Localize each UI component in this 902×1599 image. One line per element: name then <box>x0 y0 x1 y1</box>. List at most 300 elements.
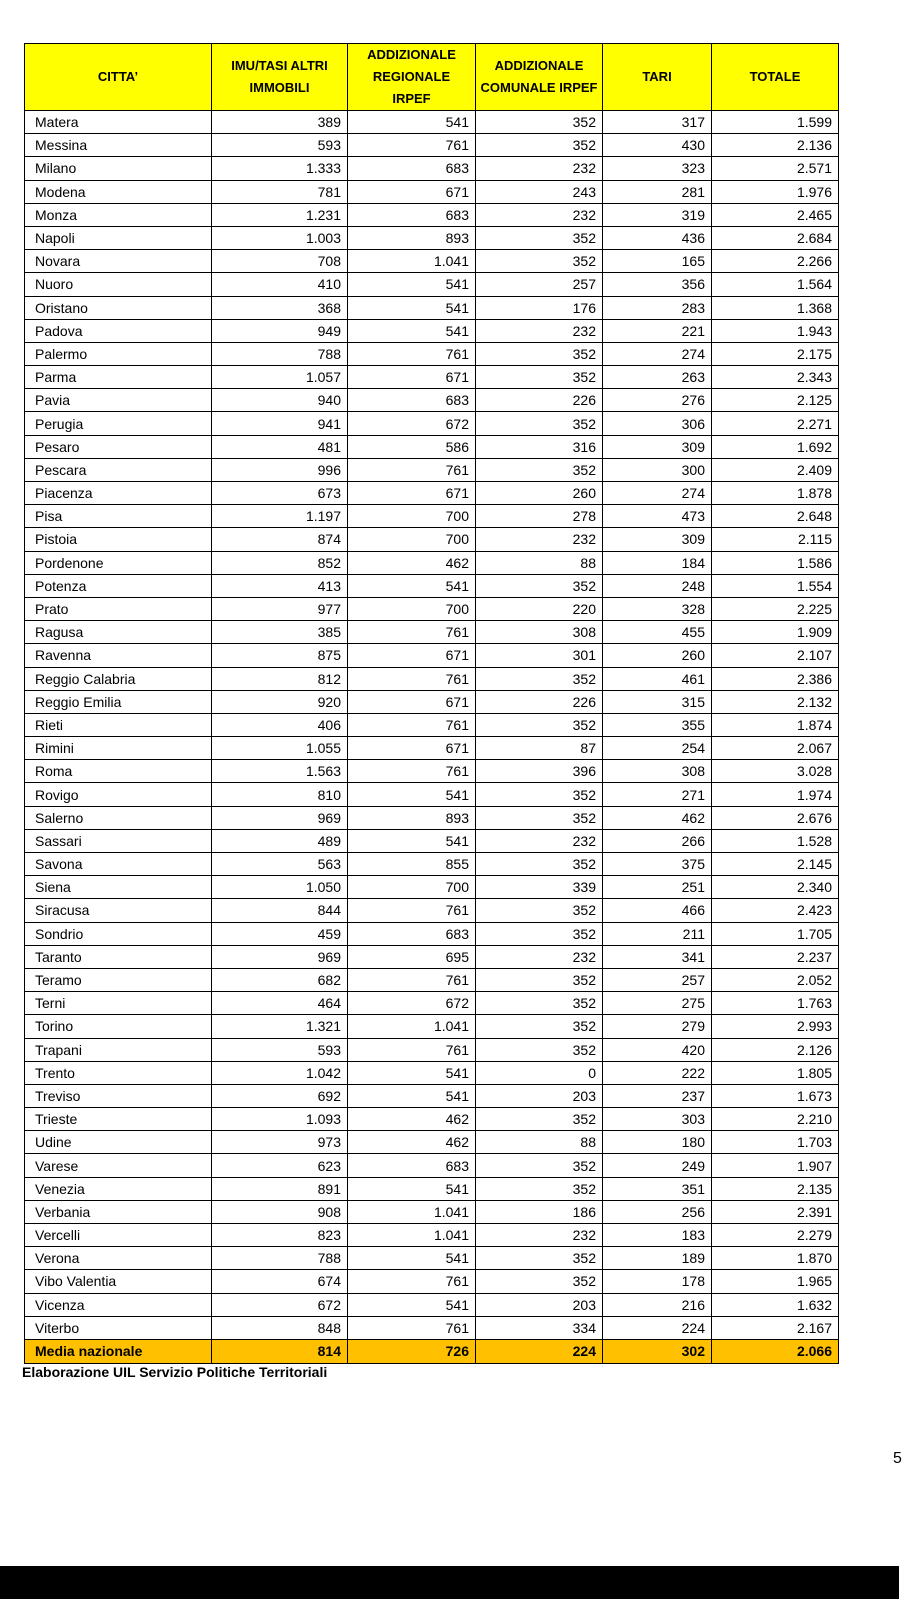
footer-cell: 302 <box>603 1339 712 1363</box>
value-cell: 541 <box>348 273 476 296</box>
city-cell: Teramo <box>25 968 212 991</box>
value-cell: 375 <box>603 853 712 876</box>
value-cell: 1.599 <box>712 111 839 134</box>
value-cell: 683 <box>348 389 476 412</box>
city-cell: Savona <box>25 853 212 876</box>
value-cell: 352 <box>476 1154 603 1177</box>
city-cell: Viterbo <box>25 1316 212 1339</box>
value-cell: 352 <box>476 1177 603 1200</box>
value-cell: 317 <box>603 111 712 134</box>
city-cell: Reggio Emilia <box>25 690 212 713</box>
table-row <box>25 250 839 273</box>
value-cell: 385 <box>212 621 348 644</box>
value-cell: 251 <box>603 876 712 899</box>
value-cell: 671 <box>348 180 476 203</box>
value-cell: 224 <box>603 1316 712 1339</box>
value-cell: 2.423 <box>712 899 839 922</box>
value-cell: 823 <box>212 1224 348 1247</box>
value-cell: 257 <box>603 968 712 991</box>
value-cell: 2.067 <box>712 737 839 760</box>
table-row <box>25 853 839 876</box>
table-row <box>25 296 839 319</box>
value-cell: 352 <box>476 1038 603 1061</box>
value-cell: 88 <box>476 551 603 574</box>
header-addizionale-regionale: ADDIZIONALE REGIONALE IRPEF <box>348 44 476 111</box>
value-cell: 0 <box>476 1061 603 1084</box>
city-cell: Pescara <box>25 458 212 481</box>
value-cell: 186 <box>476 1200 603 1223</box>
table-row <box>25 1270 839 1293</box>
value-cell: 2.135 <box>712 1177 839 1200</box>
page-number-fragment: 5 <box>893 1450 902 1467</box>
table-row <box>25 157 839 180</box>
value-cell: 352 <box>476 667 603 690</box>
value-cell: 352 <box>476 412 603 435</box>
value-cell: 541 <box>348 1061 476 1084</box>
value-cell: 1.586 <box>712 551 839 574</box>
value-cell: 308 <box>476 621 603 644</box>
value-cell: 2.271 <box>712 412 839 435</box>
value-cell: 352 <box>476 922 603 945</box>
value-cell: 406 <box>212 713 348 736</box>
header-addizionale-comunale: ADDIZIONALE COMUNALE IRPEF <box>476 44 603 111</box>
value-cell: 3.028 <box>712 760 839 783</box>
value-cell: 908 <box>212 1200 348 1223</box>
city-cell: Verona <box>25 1247 212 1270</box>
value-cell: 430 <box>603 134 712 157</box>
value-cell: 1.368 <box>712 296 839 319</box>
value-cell: 232 <box>476 528 603 551</box>
city-cell: Venezia <box>25 1177 212 1200</box>
value-cell: 436 <box>603 226 712 249</box>
value-cell: 761 <box>348 342 476 365</box>
value-cell: 1.042 <box>212 1061 348 1084</box>
value-cell: 203 <box>476 1293 603 1316</box>
city-cell: Oristano <box>25 296 212 319</box>
city-cell: Prato <box>25 597 212 620</box>
city-cell: Trento <box>25 1061 212 1084</box>
city-cell: Messina <box>25 134 212 157</box>
value-cell: 1.528 <box>712 829 839 852</box>
table-row <box>25 968 839 991</box>
value-cell: 352 <box>476 713 603 736</box>
value-cell: 260 <box>603 644 712 667</box>
value-cell: 674 <box>212 1270 348 1293</box>
value-cell: 203 <box>476 1084 603 1107</box>
table-row <box>25 899 839 922</box>
table-row <box>25 1200 839 1223</box>
value-cell: 848 <box>212 1316 348 1339</box>
table-row <box>25 783 839 806</box>
value-cell: 352 <box>476 574 603 597</box>
table-row <box>25 111 839 134</box>
header-totale: TOTALE <box>712 44 839 111</box>
city-cell: Matera <box>25 111 212 134</box>
table-row <box>25 435 839 458</box>
value-cell: 996 <box>212 458 348 481</box>
value-cell: 220 <box>476 597 603 620</box>
table-row <box>25 945 839 968</box>
table-row <box>25 226 839 249</box>
value-cell: 1.050 <box>212 876 348 899</box>
city-cell: Udine <box>25 1131 212 1154</box>
city-cell: Reggio Calabria <box>25 667 212 690</box>
value-cell: 593 <box>212 1038 348 1061</box>
value-cell: 413 <box>212 574 348 597</box>
value-cell: 941 <box>212 412 348 435</box>
value-cell: 700 <box>348 876 476 899</box>
table-row <box>25 876 839 899</box>
city-cell: Ravenna <box>25 644 212 667</box>
value-cell: 352 <box>476 342 603 365</box>
value-cell: 671 <box>348 644 476 667</box>
value-cell: 260 <box>476 482 603 505</box>
city-cell: Novara <box>25 250 212 273</box>
table-header-row <box>25 44 839 111</box>
value-cell: 2.266 <box>712 250 839 273</box>
value-cell: 303 <box>603 1108 712 1131</box>
value-cell: 352 <box>476 1108 603 1131</box>
value-cell: 1.197 <box>212 505 348 528</box>
source-note: Elaborazione UIL Servizio Politiche Territoriali <box>22 1364 328 1380</box>
value-cell: 683 <box>348 1154 476 1177</box>
value-cell: 586 <box>348 435 476 458</box>
footer-cell: 726 <box>348 1339 476 1363</box>
city-cell: Torino <box>25 1015 212 1038</box>
value-cell: 462 <box>348 1131 476 1154</box>
table-row <box>25 134 839 157</box>
value-cell: 222 <box>603 1061 712 1084</box>
table-row <box>25 690 839 713</box>
table-row <box>25 273 839 296</box>
value-cell: 1.041 <box>348 1224 476 1247</box>
value-cell: 672 <box>348 412 476 435</box>
value-cell: 389 <box>212 111 348 134</box>
value-cell: 1.805 <box>712 1061 839 1084</box>
table-row <box>25 1084 839 1107</box>
value-cell: 2.115 <box>712 528 839 551</box>
value-cell: 683 <box>348 922 476 945</box>
table-row <box>25 1293 839 1316</box>
value-cell: 1.870 <box>712 1247 839 1270</box>
value-cell: 216 <box>603 1293 712 1316</box>
table-row <box>25 203 839 226</box>
bottom-black-bar <box>0 1566 899 1599</box>
table-row <box>25 667 839 690</box>
value-cell: 257 <box>476 273 603 296</box>
value-cell: 1.093 <box>212 1108 348 1131</box>
city-cell: Vibo Valentia <box>25 1270 212 1293</box>
value-cell: 761 <box>348 713 476 736</box>
value-cell: 812 <box>212 667 348 690</box>
city-cell: Monza <box>25 203 212 226</box>
value-cell: 2.465 <box>712 203 839 226</box>
value-cell: 874 <box>212 528 348 551</box>
value-cell: 1.909 <box>712 621 839 644</box>
value-cell: 420 <box>603 1038 712 1061</box>
value-cell: 541 <box>348 1247 476 1270</box>
city-cell: Roma <box>25 760 212 783</box>
value-cell: 2.136 <box>712 134 839 157</box>
value-cell: 266 <box>603 829 712 852</box>
value-cell: 761 <box>348 899 476 922</box>
value-cell: 232 <box>476 829 603 852</box>
city-cell: Pisa <box>25 505 212 528</box>
value-cell: 309 <box>603 435 712 458</box>
value-cell: 1.878 <box>712 482 839 505</box>
value-cell: 455 <box>603 621 712 644</box>
value-cell: 396 <box>476 760 603 783</box>
value-cell: 541 <box>348 319 476 342</box>
value-cell: 761 <box>348 1270 476 1293</box>
value-cell: 87 <box>476 737 603 760</box>
table-row <box>25 412 839 435</box>
value-cell: 1.673 <box>712 1084 839 1107</box>
value-cell: 761 <box>348 1316 476 1339</box>
value-cell: 1.763 <box>712 992 839 1015</box>
value-cell: 352 <box>476 968 603 991</box>
value-cell: 183 <box>603 1224 712 1247</box>
value-cell: 1.003 <box>212 226 348 249</box>
value-cell: 355 <box>603 713 712 736</box>
value-cell: 308 <box>603 760 712 783</box>
table-row <box>25 319 839 342</box>
value-cell: 352 <box>476 1270 603 1293</box>
value-cell: 761 <box>348 667 476 690</box>
value-cell: 274 <box>603 482 712 505</box>
value-cell: 1.943 <box>712 319 839 342</box>
value-cell: 473 <box>603 505 712 528</box>
value-cell: 781 <box>212 180 348 203</box>
city-cell: Vicenza <box>25 1293 212 1316</box>
value-cell: 2.648 <box>712 505 839 528</box>
value-cell: 788 <box>212 1247 348 1270</box>
value-cell: 920 <box>212 690 348 713</box>
value-cell: 462 <box>348 551 476 574</box>
value-cell: 489 <box>212 829 348 852</box>
value-cell: 352 <box>476 783 603 806</box>
value-cell: 1.632 <box>712 1293 839 1316</box>
value-cell: 232 <box>476 319 603 342</box>
value-cell: 283 <box>603 296 712 319</box>
tax-table <box>24 43 839 1364</box>
value-cell: 541 <box>348 111 476 134</box>
city-cell: Sassari <box>25 829 212 852</box>
value-cell: 541 <box>348 783 476 806</box>
value-cell: 893 <box>348 226 476 249</box>
value-cell: 1.057 <box>212 366 348 389</box>
value-cell: 1.703 <box>712 1131 839 1154</box>
value-cell: 271 <box>603 783 712 806</box>
value-cell: 692 <box>212 1084 348 1107</box>
value-cell: 352 <box>476 899 603 922</box>
table-row <box>25 342 839 365</box>
value-cell: 189 <box>603 1247 712 1270</box>
value-cell: 891 <box>212 1177 348 1200</box>
value-cell: 319 <box>603 203 712 226</box>
value-cell: 232 <box>476 157 603 180</box>
table-row <box>25 1015 839 1038</box>
value-cell: 328 <box>603 597 712 620</box>
value-cell: 2.175 <box>712 342 839 365</box>
value-cell: 278 <box>476 505 603 528</box>
table-row <box>25 737 839 760</box>
city-cell: Piacenza <box>25 482 212 505</box>
value-cell: 352 <box>476 853 603 876</box>
value-cell: 695 <box>348 945 476 968</box>
value-cell: 1.041 <box>348 250 476 273</box>
value-cell: 672 <box>212 1293 348 1316</box>
value-cell: 352 <box>476 111 603 134</box>
city-cell: Taranto <box>25 945 212 968</box>
value-cell: 761 <box>348 760 476 783</box>
value-cell: 671 <box>348 737 476 760</box>
value-cell: 276 <box>603 389 712 412</box>
value-cell: 683 <box>348 203 476 226</box>
value-cell: 352 <box>476 458 603 481</box>
city-cell: Modena <box>25 180 212 203</box>
value-cell: 464 <box>212 992 348 1015</box>
table-row <box>25 1224 839 1247</box>
value-cell: 671 <box>348 366 476 389</box>
value-cell: 309 <box>603 528 712 551</box>
city-cell: Pistoia <box>25 528 212 551</box>
value-cell: 2.107 <box>712 644 839 667</box>
table-row <box>25 505 839 528</box>
value-cell: 2.125 <box>712 389 839 412</box>
value-cell: 211 <box>603 922 712 945</box>
table-row <box>25 574 839 597</box>
table-row <box>25 1061 839 1084</box>
table-row <box>25 1038 839 1061</box>
table-row <box>25 597 839 620</box>
value-cell: 243 <box>476 180 603 203</box>
value-cell: 301 <box>476 644 603 667</box>
value-cell: 1.564 <box>712 273 839 296</box>
national-average-row <box>25 1339 839 1363</box>
value-cell: 623 <box>212 1154 348 1177</box>
value-cell: 232 <box>476 203 603 226</box>
value-cell: 708 <box>212 250 348 273</box>
value-cell: 2.676 <box>712 806 839 829</box>
value-cell: 2.237 <box>712 945 839 968</box>
city-cell: Siracusa <box>25 899 212 922</box>
value-cell: 700 <box>348 505 476 528</box>
value-cell: 2.225 <box>712 597 839 620</box>
value-cell: 1.041 <box>348 1015 476 1038</box>
city-cell: Rimini <box>25 737 212 760</box>
value-cell: 875 <box>212 644 348 667</box>
city-cell: Pavia <box>25 389 212 412</box>
city-cell: Salerno <box>25 806 212 829</box>
value-cell: 541 <box>348 1293 476 1316</box>
value-cell: 2.167 <box>712 1316 839 1339</box>
table-row <box>25 482 839 505</box>
value-cell: 893 <box>348 806 476 829</box>
value-cell: 1.041 <box>348 1200 476 1223</box>
value-cell: 263 <box>603 366 712 389</box>
table-row <box>25 366 839 389</box>
value-cell: 1.563 <box>212 760 348 783</box>
value-cell: 323 <box>603 157 712 180</box>
table-row <box>25 1177 839 1200</box>
value-cell: 1.321 <box>212 1015 348 1038</box>
value-cell: 184 <box>603 551 712 574</box>
table-row <box>25 551 839 574</box>
table-row <box>25 922 839 945</box>
value-cell: 2.571 <box>712 157 839 180</box>
value-cell: 232 <box>476 1224 603 1247</box>
value-cell: 2.993 <box>712 1015 839 1038</box>
value-cell: 2.409 <box>712 458 839 481</box>
value-cell: 461 <box>603 667 712 690</box>
value-cell: 1.692 <box>712 435 839 458</box>
value-cell: 2.684 <box>712 226 839 249</box>
city-cell: Trieste <box>25 1108 212 1131</box>
value-cell: 2.052 <box>712 968 839 991</box>
value-cell: 254 <box>603 737 712 760</box>
table-row <box>25 1108 839 1131</box>
value-cell: 671 <box>348 690 476 713</box>
value-cell: 341 <box>603 945 712 968</box>
value-cell: 1.874 <box>712 713 839 736</box>
value-cell: 316 <box>476 435 603 458</box>
city-cell: Terni <box>25 992 212 1015</box>
value-cell: 462 <box>603 806 712 829</box>
value-cell: 352 <box>476 1015 603 1038</box>
value-cell: 761 <box>348 134 476 157</box>
table-row <box>25 621 839 644</box>
table-row <box>25 528 839 551</box>
value-cell: 352 <box>476 226 603 249</box>
value-cell: 2.386 <box>712 667 839 690</box>
value-cell: 541 <box>348 1177 476 1200</box>
value-cell: 466 <box>603 899 712 922</box>
value-cell: 352 <box>476 366 603 389</box>
value-cell: 671 <box>348 482 476 505</box>
value-cell: 2.340 <box>712 876 839 899</box>
value-cell: 306 <box>603 412 712 435</box>
value-cell: 844 <box>212 899 348 922</box>
value-cell: 339 <box>476 876 603 899</box>
value-cell: 2.145 <box>712 853 839 876</box>
table-row <box>25 713 839 736</box>
value-cell: 1.231 <box>212 203 348 226</box>
value-cell: 761 <box>348 621 476 644</box>
value-cell: 232 <box>476 945 603 968</box>
value-cell: 178 <box>603 1270 712 1293</box>
value-cell: 352 <box>476 250 603 273</box>
value-cell: 682 <box>212 968 348 991</box>
value-cell: 334 <box>476 1316 603 1339</box>
city-cell: Perugia <box>25 412 212 435</box>
city-cell: Parma <box>25 366 212 389</box>
value-cell: 88 <box>476 1131 603 1154</box>
value-cell: 761 <box>348 1038 476 1061</box>
city-cell: Vercelli <box>25 1224 212 1247</box>
footer-cell: Media nazionale <box>25 1339 212 1363</box>
table-row <box>25 806 839 829</box>
footer-cell: 224 <box>476 1339 603 1363</box>
value-cell: 700 <box>348 528 476 551</box>
value-cell: 462 <box>348 1108 476 1131</box>
value-cell: 2.132 <box>712 690 839 713</box>
value-cell: 949 <box>212 319 348 342</box>
table-row <box>25 829 839 852</box>
table-row <box>25 1131 839 1154</box>
table-row <box>25 1154 839 1177</box>
table-row <box>25 458 839 481</box>
